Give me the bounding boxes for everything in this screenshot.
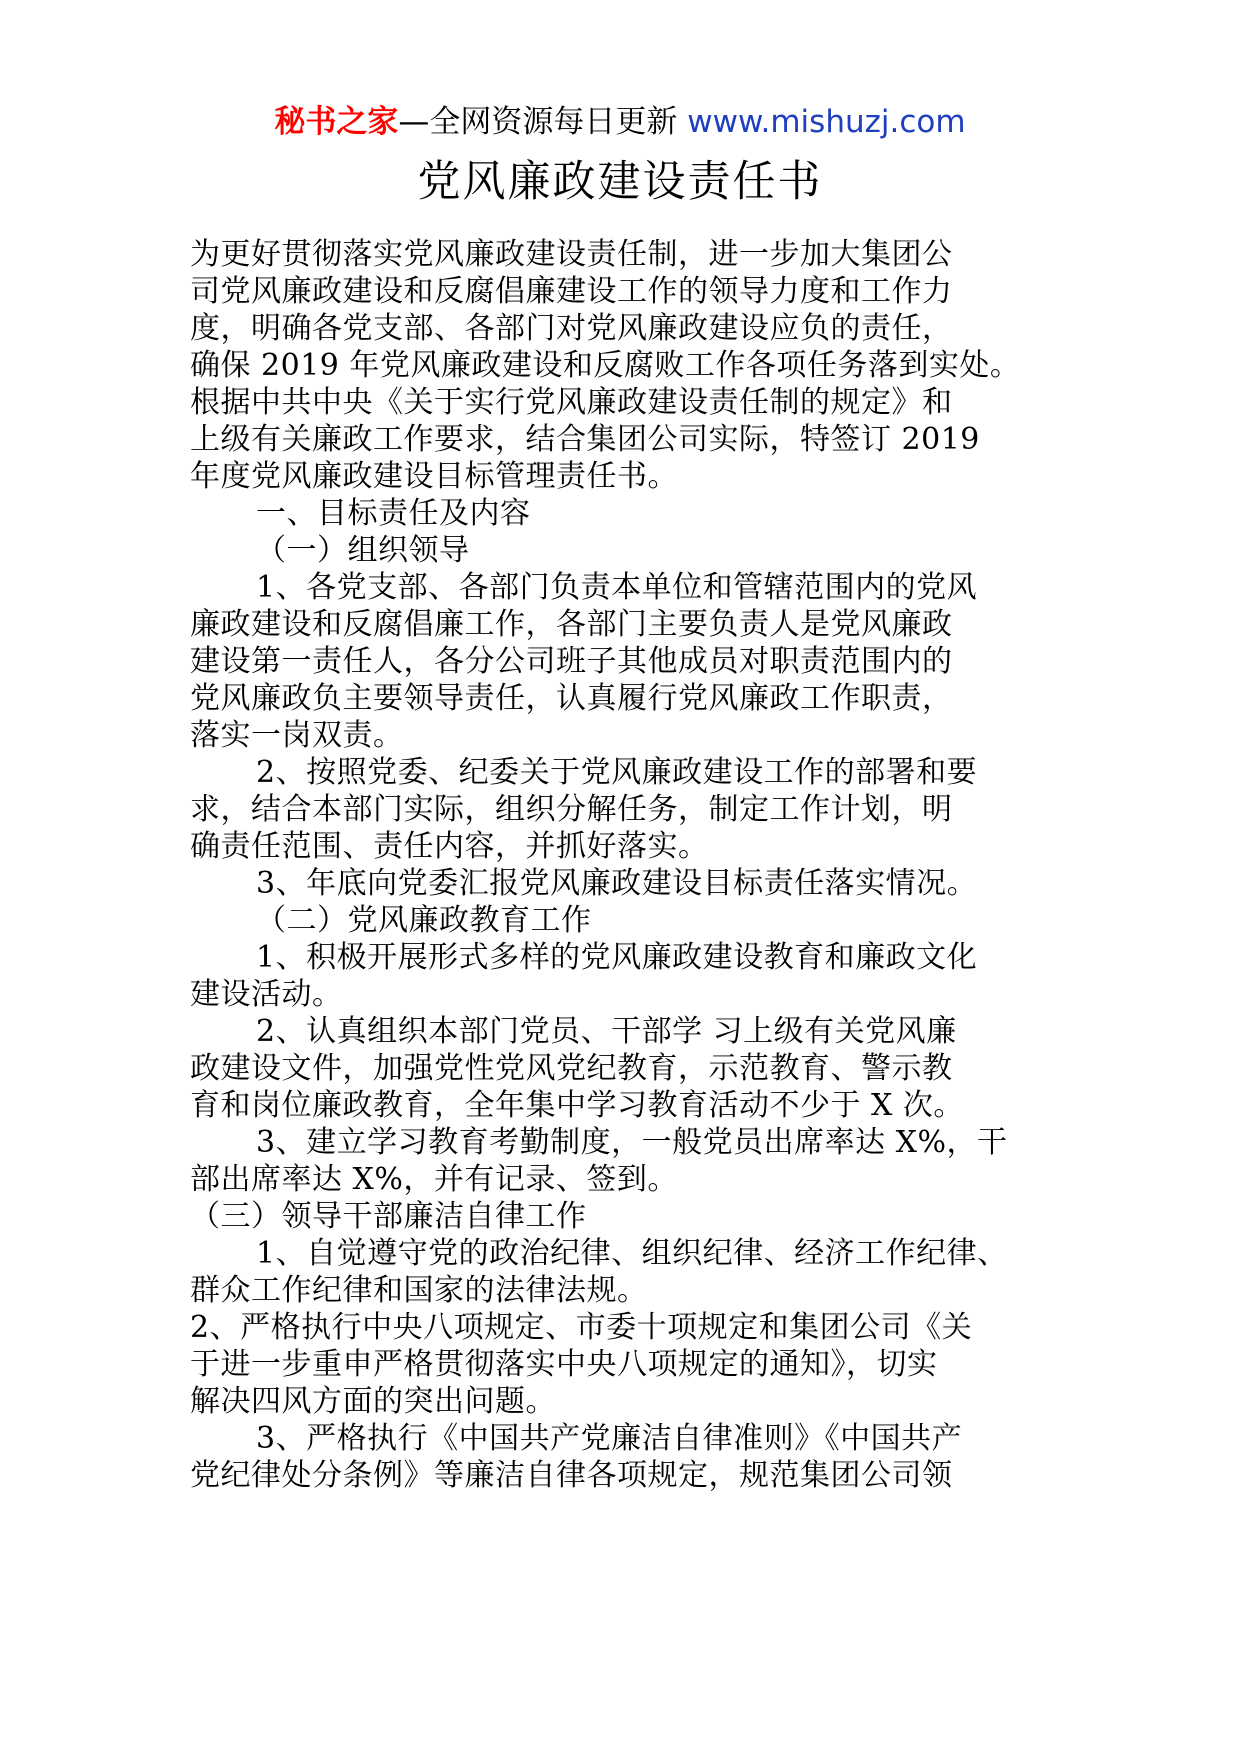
paragraph-line: 1、自觉遵守党的政治纪律、组织纪律、经济工作纪律、 [256,1236,1008,1271]
paragraph-line: 建设第一责任人，各分公司班子其他成员对职责范围内的 [190,644,953,679]
paragraph-line: 2、按照党委、纪委关于党风廉政建设工作的部署和要 [256,755,978,790]
paragraph-line: 解决四风方面的突出问题。 [190,1384,556,1419]
paragraph-line: 上级有关廉政工作要求，结合集团公司实际，特签订 2019 [190,422,980,457]
paragraph-line: 求，结合本部门实际，组织分解任务，制定工作计划，明 [190,792,953,827]
section-heading: 一、目标责任及内容 [256,496,531,531]
subsection-heading: （三）领导干部廉洁自律工作 [190,1199,587,1234]
paragraph-line: 3、建立学习教育考勤制度，一般党员出席率达 X%，干 [256,1125,1008,1160]
paragraph-line: 3、严格执行《中国共产党廉洁自律准则》《中国共产 [256,1421,963,1456]
paragraph-line: 落实一岗双责。 [190,718,404,753]
paragraph-line: 建设活动。 [190,977,343,1012]
document-body [190,236,1070,1494]
paragraph-line: 年度党风廉政建设目标管理责任书。 [190,459,678,494]
subsection-heading: （二）党风廉政教育工作 [256,903,592,938]
paragraph-line: 2、认真组织本部门党员、干部学 习上级有关党风廉 [256,1014,957,1049]
paragraph-line: 为更好贯彻落实党风廉政建设责任制，进一步加大集团公 [190,237,953,272]
paragraph-line: 3、年底向党委汇报党风廉政建设目标责任落实情况。 [256,866,978,901]
paragraph-line: 于进一步重申严格贯彻落实中央八项规定的通知》，切实 [190,1347,938,1382]
paragraph-line: 群众工作纪律和国家的法律法规。 [190,1273,648,1308]
document-title: 党风廉政建设责任书 [417,157,823,207]
paragraph-line: 1、各党支部、各部门负责本单位和管辖范围内的党风 [256,570,978,605]
paragraph-line: 司党风廉政建设和反腐倡廉建设工作的领导力度和工作力 [190,274,953,309]
site-tagline: —全网资源每日更新 [398,104,678,140]
paragraph-line: 党纪律处分条例》等廉洁自律各项规定，规范集团公司领 [190,1458,953,1493]
site-header [0,100,1240,144]
paragraph-line: 1、积极开展形式多样的党风廉政建设教育和廉政文化 [256,940,978,975]
paragraph-line: 2、严格执行中央八项规定、市委十项规定和集团公司《关 [190,1310,973,1345]
paragraph-line: 党风廉政负主要领导责任，认真履行党风廉政工作职责， [190,681,953,716]
paragraph-line: 育和岗位廉政教育，全年集中学习教育活动不少于 X 次。 [190,1088,964,1123]
subsection-heading: （一）组织领导 [256,533,470,568]
site-url-link[interactable]: www.mishuzj.com [687,104,966,140]
paragraph-line: 度，明确各党支部、各部门对党风廉政建设应负的责任， [190,311,953,346]
site-brand: 秘书之家 [274,104,399,140]
paragraph-line: 确保 2019 年党风廉政建设和反腐败工作各项任务落到实处。 [190,348,1021,383]
paragraph-line: 廉政建设和反腐倡廉工作，各部门主要负责人是党风廉政 [190,607,953,642]
paragraph-line: 根据中共中央《关于实行党风廉政建设责任制的规定》和 [190,385,953,420]
paragraph-line: 政建设文件，加强党性党风党纪教育，示范教育、警示教 [190,1051,953,1086]
paragraph-line: 确责任范围、责任内容，并抓好落实。 [190,829,709,864]
paragraph-line: 部出席率达 X%，并有记录、签到。 [190,1162,678,1197]
